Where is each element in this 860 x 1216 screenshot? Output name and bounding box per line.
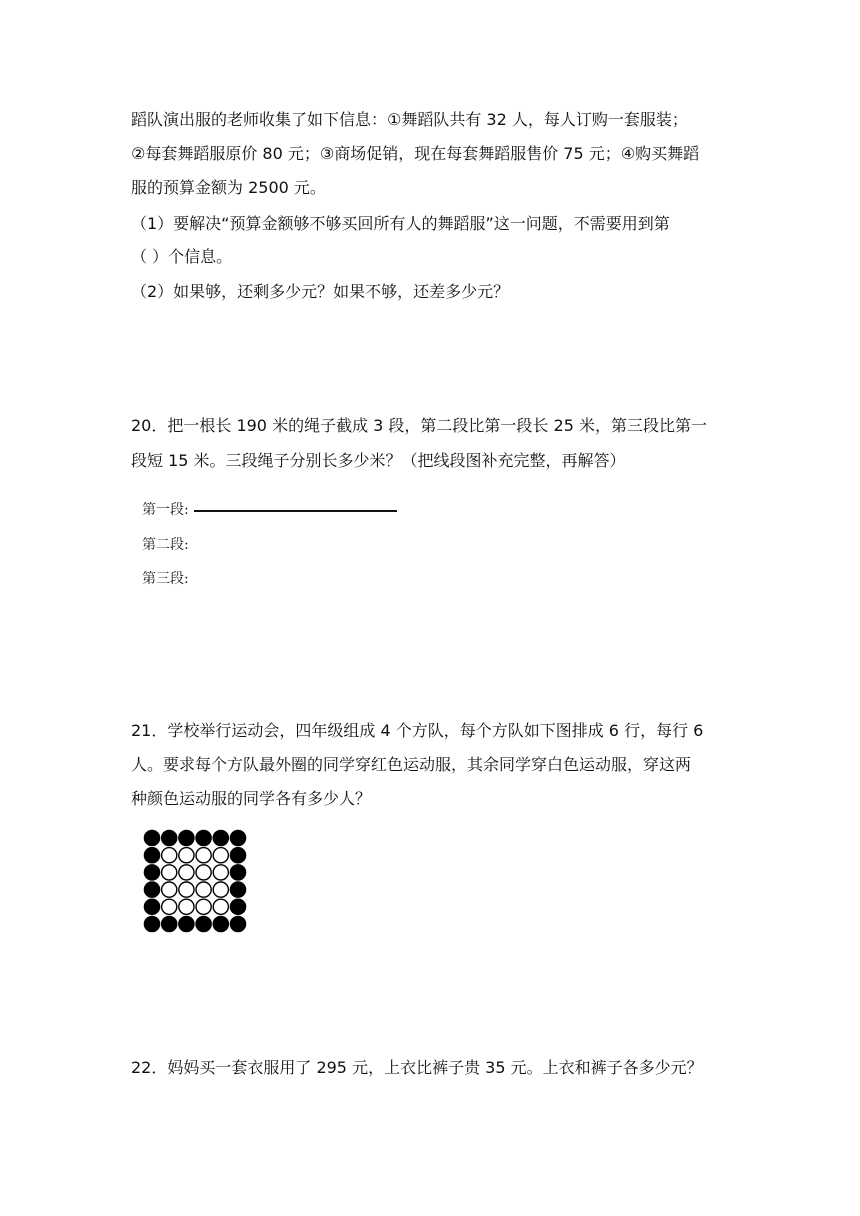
q19-line-1: 蹈队演出服的老师收集了如下信息：①舞蹈队共有 32 人，每人订购一套服装； [131, 110, 688, 129]
outer-student-dot [144, 882, 159, 897]
inner-student-dot [162, 848, 177, 863]
q21-line-1: 21．学校举行运动会，四年级组成 4 个方队，每个方队如下图排成 6 行，每行 6 [131, 721, 704, 740]
inner-student-dot [196, 848, 211, 863]
inner-student-dot [196, 882, 211, 897]
segment-label-second: 第二段: [142, 537, 189, 553]
segment-label-third: 第三段: [142, 571, 189, 587]
outer-student-dot [196, 830, 211, 845]
inner-student-dot [162, 899, 177, 914]
inner-student-dot [179, 848, 194, 863]
outer-student-dot [230, 865, 245, 880]
outer-student-dot [179, 916, 194, 931]
outer-student-dot [144, 865, 159, 880]
outer-student-dot [144, 899, 159, 914]
inner-student-dot [213, 899, 228, 914]
outer-student-dot [144, 916, 159, 931]
outer-student-dot [162, 916, 177, 931]
outer-student-dot [230, 916, 245, 931]
outer-student-dot [144, 830, 159, 845]
outer-student-dot [144, 848, 159, 863]
formation-dot-grid [143, 829, 247, 933]
q19-part2-line: （2）如果够，还剩多少元？如果不够，还差多少元？ [131, 282, 510, 301]
inner-student-dot [213, 848, 228, 863]
inner-student-dot [196, 899, 211, 914]
q19-part1-line-2: （ ）个信息。 [131, 247, 233, 266]
outer-student-dot [196, 916, 211, 931]
inner-student-dot [179, 882, 194, 897]
segment-label-first: 第一段: [142, 502, 189, 518]
outer-student-dot [213, 830, 228, 845]
outer-student-dot [179, 830, 194, 845]
outer-student-dot [230, 899, 245, 914]
outer-student-dot [230, 882, 245, 897]
inner-student-dot [162, 882, 177, 897]
inner-student-dot [196, 865, 211, 880]
q19-line-3: 服的预算金额为 2500 元。 [131, 178, 326, 197]
inner-student-dot [213, 882, 228, 897]
inner-student-dot [213, 865, 228, 880]
outer-student-dot [230, 830, 245, 845]
inner-student-dot [179, 899, 194, 914]
q20-line-2: 段短 15 米。三段绳子分别长多少米？（把线段图补充完整，再解答） [131, 451, 626, 470]
inner-student-dot [179, 865, 194, 880]
q21-line-3: 种颜色运动服的同学各有多少人？ [131, 789, 372, 808]
outer-student-dot [213, 916, 228, 931]
q19-line-2: ②每套舞蹈服原价 80 元；③商场促销，现在每套舞蹈服售价 75 元；④购买舞蹈 [131, 144, 700, 163]
outer-student-dot [162, 830, 177, 845]
q19-part1-line-1: （1）要解决“预算金额够不够买回所有人的舞蹈服”这一问题，不需要用到第 [131, 214, 670, 233]
q20-line-1: 20．把一根长 190 米的绳子截成 3 段，第二段比第一段长 25 米，第三段比第一 [131, 416, 707, 435]
outer-student-dot [230, 848, 245, 863]
q21-line-2: 人。要求每个方队最外圈的同学穿红色运动服，其余同学穿白色运动服，穿这两 [131, 755, 692, 774]
q22-line: 22．妈妈买一套衣服用了 295 元，上衣比裤子贵 35 元。上衣和裤子各多少元？ [131, 1058, 703, 1077]
inner-student-dot [162, 865, 177, 880]
segment-line-first [194, 510, 397, 512]
